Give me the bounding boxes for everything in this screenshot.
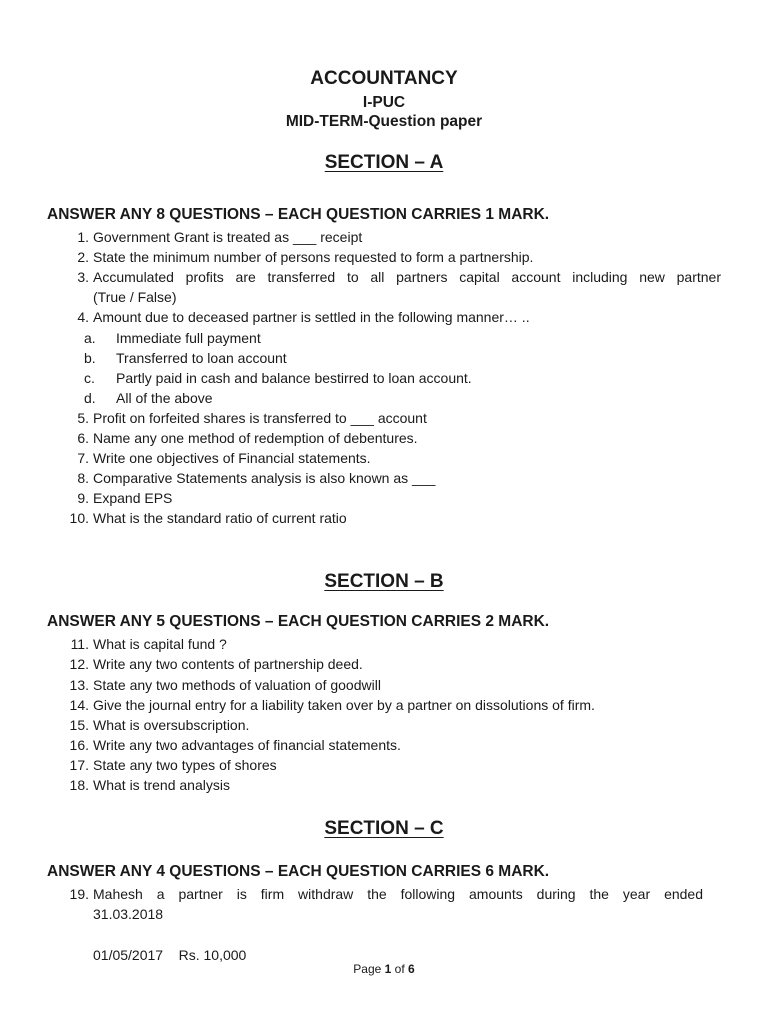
class-title: I-PUC — [362, 94, 406, 111]
question-number: 9. — [77, 490, 89, 506]
question-text: Expand EPS — [93, 490, 173, 506]
section-c-heading: SECTION – C — [324, 818, 444, 839]
page-footer — [0, 962, 768, 976]
question-number: 19. — [69, 886, 89, 902]
question-text: Government Grant is treated as ___ receipt — [93, 229, 363, 245]
page-word: Page — [353, 962, 385, 976]
question-number: 1. — [77, 229, 89, 245]
question-text: What is capital fund ? — [93, 636, 227, 652]
question-text: What is trend analysis — [93, 777, 230, 793]
section-a-instruction: ANSWER ANY 8 QUESTIONS – EACH QUESTION CARRIES 1 MARK. — [47, 206, 550, 223]
exam-title: MID-TERM-Question paper — [285, 113, 483, 130]
option-text: Immediate full payment — [116, 330, 261, 346]
question-number: 6. — [77, 430, 89, 446]
question-number: 4. — [77, 309, 89, 325]
page-number: 1 — [384, 962, 392, 976]
question-text: Give the journal entry for a liability taken over by a partner on dissolutions of firm. — [93, 697, 595, 713]
question-number: 17. — [69, 757, 89, 773]
option-label: b. — [84, 350, 96, 366]
question-text: Write any two advantages of financial statements. — [93, 737, 401, 753]
question-number: 2. — [77, 249, 89, 265]
section-a-heading: SECTION – A — [324, 152, 444, 173]
question-text: State the minimum number of persons requested to form a partnership. — [93, 249, 534, 265]
question-number: 5. — [77, 410, 89, 426]
question-text: Write one objectives of Financial statements. — [93, 450, 371, 466]
option-text: Partly paid in cash and balance bestirred to loan account. — [116, 370, 472, 386]
question-text: Profit on forfeited shares is transferred to ___ account — [93, 410, 427, 426]
question-text: State any two methods of valuation of goodwill — [93, 677, 381, 693]
question-text: What is oversubscription. — [93, 717, 250, 733]
of-word: of — [391, 962, 409, 976]
question-19-entry — [67, 925, 247, 985]
section-c-instruction: ANSWER ANY 4 QUESTIONS – EACH QUESTION CARRIES 6 MARK. — [47, 863, 550, 880]
subject-title: ACCOUNTANCY — [310, 68, 458, 89]
section-b-heading: SECTION – B — [324, 571, 444, 592]
question-number: 3. — [77, 269, 89, 285]
question-number: 8. — [77, 470, 89, 486]
option-label: a. — [84, 330, 96, 346]
question-number: 16. — [69, 737, 89, 753]
question-text: State any two types of shores — [93, 757, 277, 773]
question-text: Amount due to deceased partner is settled in the following manner… .. — [93, 309, 530, 325]
question-number: 18. — [69, 777, 89, 793]
option-text: All of the above — [116, 390, 213, 406]
question-text-continued: (True / False) — [93, 289, 177, 305]
question-text: Write any two contents of partnership deed. — [93, 656, 363, 672]
question-text: Mahesh a partner is firm withdraw the following amounts during the year ended — [93, 886, 703, 902]
page-total: 6 — [408, 962, 415, 976]
option-text: Transferred to loan account — [116, 350, 287, 366]
question-number: 7. — [77, 450, 89, 466]
question-text-continued: 31.03.2018 — [93, 906, 164, 922]
question-number: 14. — [69, 697, 89, 713]
withdrawal-entry: 01/05/2017 Rs. 10,000 — [93, 947, 247, 963]
section-b-instruction: ANSWER ANY 5 QUESTIONS – EACH QUESTION CARRIES 2 MARK. — [47, 613, 550, 630]
option-label: c. — [84, 370, 95, 386]
question-text: What is the standard ratio of current ratio — [93, 510, 347, 526]
question-text: Comparative Statements analysis is also known as ___ — [93, 470, 436, 486]
question-text: Name any one method of redemption of debentures. — [93, 430, 418, 446]
question-text: Accumulated profits are transferred to all partners capital account including new partner — [93, 269, 721, 285]
question-number: 12. — [69, 656, 89, 672]
question-number: 11. — [70, 636, 89, 652]
question-number: 13. — [69, 677, 89, 693]
option-label: d. — [84, 390, 96, 406]
question-number: 15. — [69, 717, 89, 733]
question-number: 10. — [69, 510, 89, 526]
